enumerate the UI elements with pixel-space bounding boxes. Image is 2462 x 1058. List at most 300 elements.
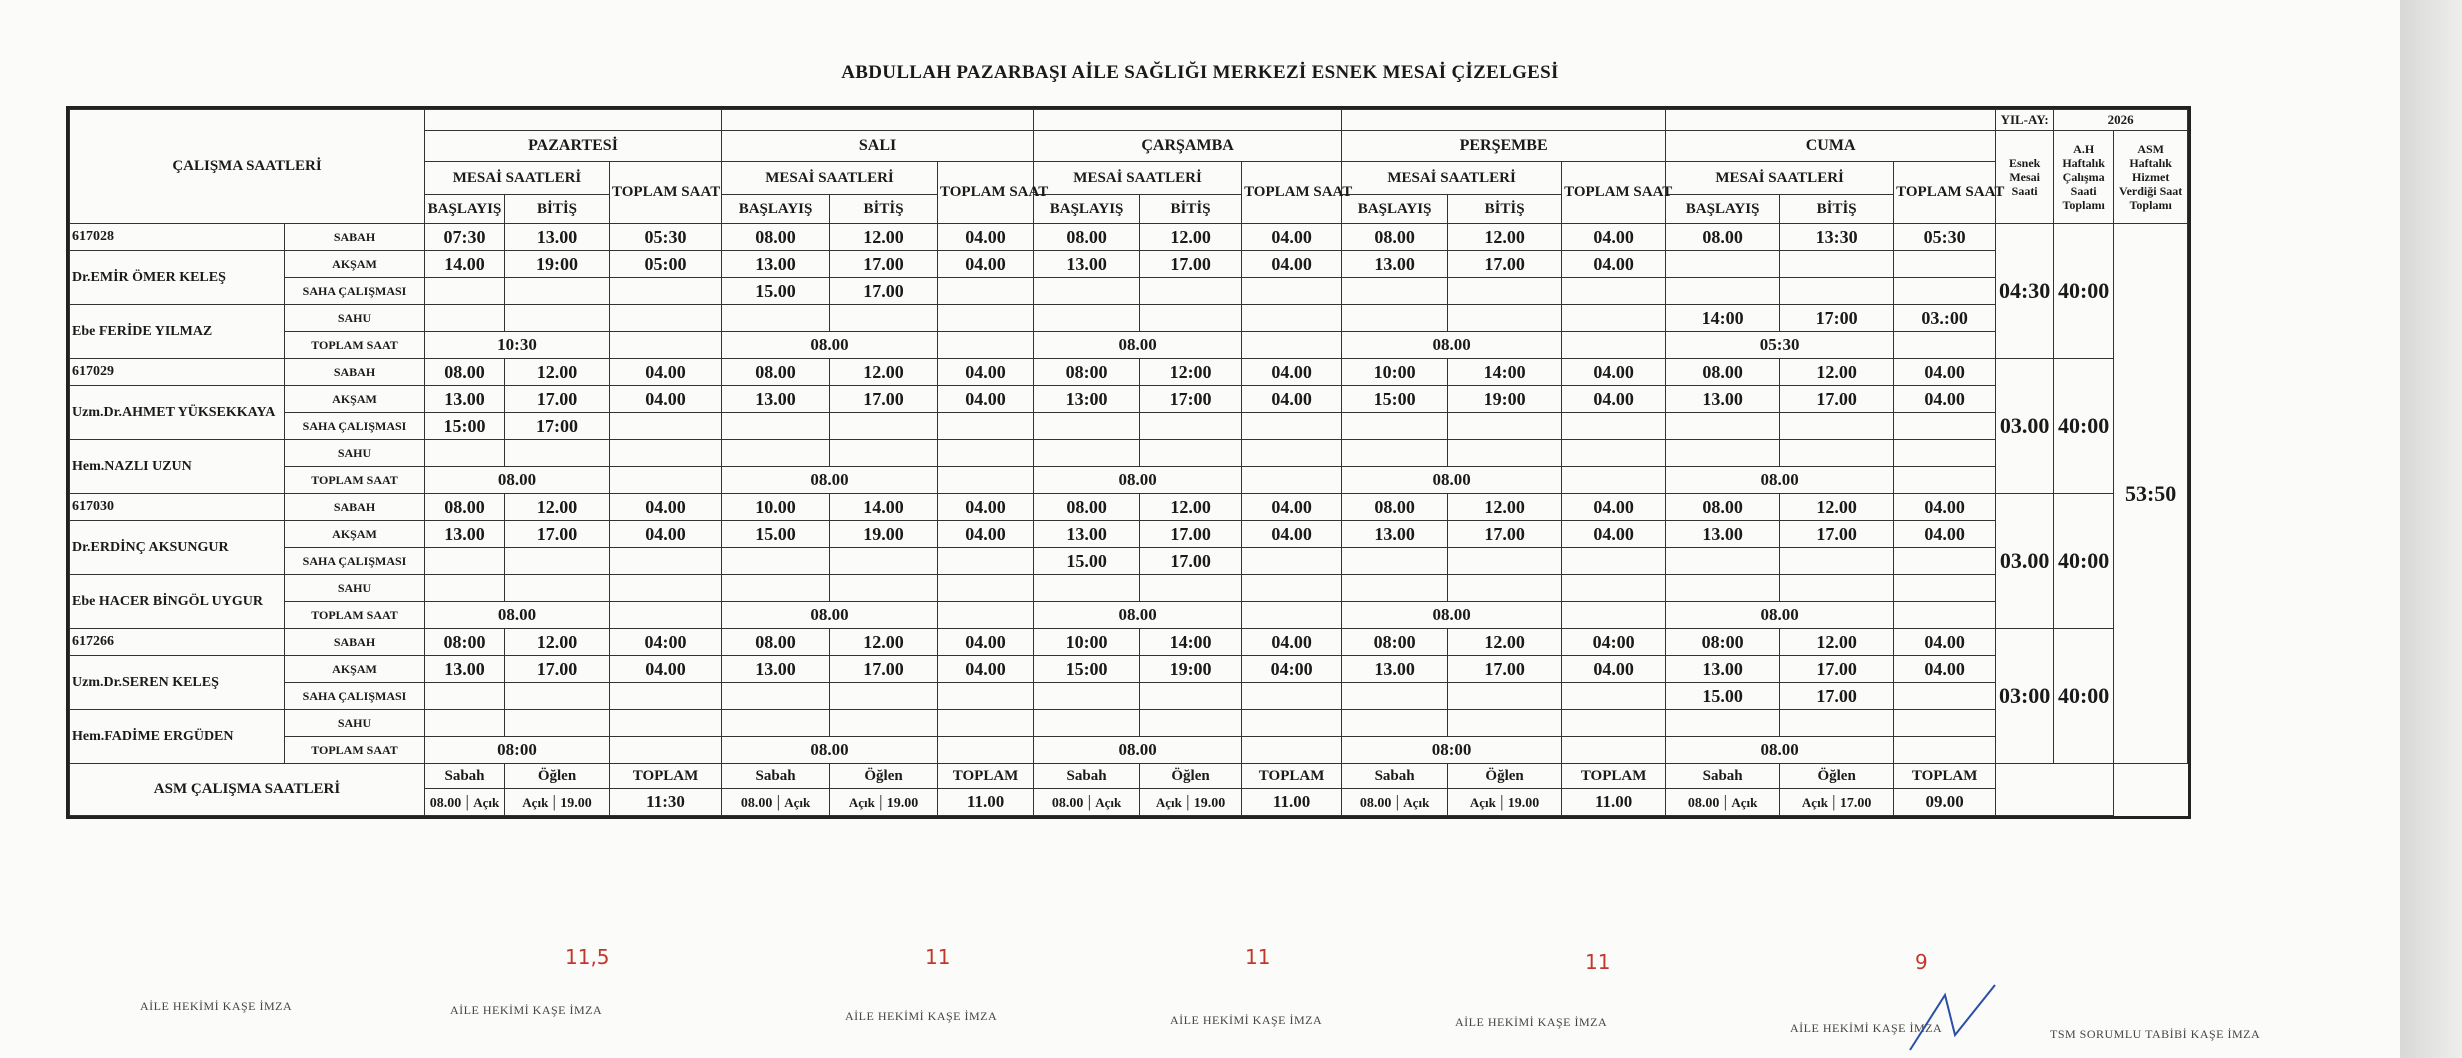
hours-total [610, 305, 722, 332]
hours-total [1562, 575, 1666, 602]
start-time: 15.00 [722, 278, 830, 305]
header-spacer [425, 110, 722, 131]
day-total: 08.00 [1034, 467, 1242, 494]
start-time [1034, 575, 1140, 602]
empty-cell [1894, 332, 1996, 359]
hours-total [938, 575, 1034, 602]
toplam-saat-header: TOPLAM SAAT [1242, 162, 1342, 224]
start-time [722, 710, 830, 737]
hours-total [938, 710, 1034, 737]
asm-acik: Açık [848, 795, 875, 810]
schedule-table [69, 109, 2188, 816]
hours-total: 04.00 [938, 224, 1034, 251]
doctor-name: Uzm.Dr.SEREN KELEŞ [70, 656, 285, 710]
end-time [1140, 440, 1242, 467]
hours-total [610, 683, 722, 710]
end-time [1780, 710, 1894, 737]
hours-total [938, 548, 1034, 575]
asm-toplam-label: TOPLAM [1562, 764, 1666, 789]
end-time: 19.00 [830, 521, 938, 548]
end-time [505, 710, 610, 737]
end-time [1448, 683, 1562, 710]
toplam-saat-header: TOPLAM SAAT [938, 162, 1034, 224]
nurse-name: Ebe FERİDE YILMAZ [70, 305, 285, 359]
start-time: 10.00 [722, 494, 830, 521]
row-label-toplam: TOPLAM SAAT [285, 737, 425, 764]
hours-total: 04.00 [1562, 359, 1666, 386]
empty-cell [938, 737, 1034, 764]
hours-total [610, 575, 722, 602]
start-time: 08.00 [1342, 494, 1448, 521]
hours-total: 04.00 [1242, 386, 1342, 413]
asm-toplam-label: TOPLAM [938, 764, 1034, 789]
start-time: 15:00 [1034, 656, 1140, 683]
start-time: 08:00 [1342, 629, 1448, 656]
header-spacer [1342, 110, 1666, 131]
start-time [425, 305, 505, 332]
asm-oglen-cell: Açık | 19.00 [1448, 789, 1562, 816]
end-time [1140, 683, 1242, 710]
empty-cell [610, 737, 722, 764]
row-label-sabah: SABAH [285, 224, 425, 251]
start-time [1034, 683, 1140, 710]
asm-total: 11.00 [1242, 789, 1342, 816]
start-time: 14.00 [425, 251, 505, 278]
table-row [70, 494, 2188, 521]
start-time: 15.00 [1034, 548, 1140, 575]
end-time [830, 548, 938, 575]
start-time: 08:00 [1666, 629, 1780, 656]
start-time [1034, 413, 1140, 440]
hours-total [610, 548, 722, 575]
asm-start: 08.00 [1359, 796, 1392, 811]
start-time [1666, 251, 1780, 278]
end-time [830, 710, 938, 737]
hours-total: 04.00 [610, 494, 722, 521]
hours-total: 04.00 [1894, 359, 1996, 386]
row-label-aksam: AKŞAM [285, 521, 425, 548]
empty-cell [1242, 332, 1342, 359]
empty-cell [1242, 602, 1342, 629]
end-time: 17.00 [830, 386, 938, 413]
asm-oglen-cell: Açık | 17.00 [1780, 789, 1894, 816]
end-time: 17.00 [1448, 251, 1562, 278]
asm-sabah-label: Sabah [1342, 764, 1448, 789]
start-time: 13.00 [1666, 521, 1780, 548]
row-label-sahu: SAHU [285, 575, 425, 602]
end-time: 14:00 [1448, 359, 1562, 386]
start-time [722, 305, 830, 332]
asm-acik: Açık [1403, 795, 1430, 810]
end-time [1140, 413, 1242, 440]
asm-sabah-label: Sabah [722, 764, 830, 789]
start-time [722, 548, 830, 575]
start-time [1342, 440, 1448, 467]
signature-label: AİLE HEKİMİ KAŞE İMZA [1790, 1021, 1943, 1035]
asm-acik: Açık [522, 795, 549, 810]
start-time [425, 440, 505, 467]
handwritten-note: 11 [925, 945, 951, 969]
day-total: 08.00 [1666, 737, 1894, 764]
end-time: 12.00 [830, 359, 938, 386]
start-time [1342, 305, 1448, 332]
esnek-mesai-header: Esnek Mesai Saati [1996, 131, 2054, 224]
empty-cell [1562, 737, 1666, 764]
start-time: 13.00 [1034, 251, 1140, 278]
row-label-toplam: TOPLAM SAAT [285, 332, 425, 359]
hours-total [1242, 683, 1342, 710]
end-time: 12.00 [1780, 359, 1894, 386]
empty-cell [1562, 602, 1666, 629]
day-header: PAZARTESİ [425, 131, 722, 162]
hours-total [610, 413, 722, 440]
asm-end: 19.00 [1193, 796, 1226, 811]
empty-cell [1894, 467, 1996, 494]
hours-total [610, 710, 722, 737]
signature-label: AİLE HEKİMİ KAŞE İMZA [140, 999, 293, 1013]
hours-total: 04.00 [610, 656, 722, 683]
end-time [505, 278, 610, 305]
end-time [1140, 305, 1242, 332]
row-label-sahu: SAHU [285, 710, 425, 737]
start-time [1342, 575, 1448, 602]
end-time: 17.00 [1780, 683, 1894, 710]
end-time: 12.00 [830, 224, 938, 251]
start-time: 13.00 [722, 656, 830, 683]
start-time [1666, 548, 1780, 575]
start-time: 13:00 [1034, 386, 1140, 413]
hours-total [938, 305, 1034, 332]
hours-total [1242, 278, 1342, 305]
signature-label: AİLE HEKİMİ KAŞE İMZA [1170, 1013, 1323, 1027]
start-time [1342, 278, 1448, 305]
esnek-mesai-value: 03.00 [1996, 494, 2054, 629]
hours-total [1242, 710, 1342, 737]
hours-total: 04.00 [1242, 629, 1342, 656]
row-label-aksam: AKŞAM [285, 656, 425, 683]
hours-total: 04.00 [1894, 494, 1996, 521]
start-time [425, 548, 505, 575]
end-time [1140, 575, 1242, 602]
start-time: 08.00 [1666, 494, 1780, 521]
end-time [505, 683, 610, 710]
table-row [70, 521, 2188, 548]
table-row [70, 359, 2188, 386]
baslayis-header: BAŞLAYIŞ [1342, 195, 1448, 224]
day-total: 08:00 [1342, 737, 1562, 764]
handwritten-note: 9 [1915, 950, 1928, 974]
end-time [505, 575, 610, 602]
start-time [1034, 278, 1140, 305]
hours-total [610, 278, 722, 305]
row-label-saha: SAHA ÇALIŞMASI [285, 413, 425, 440]
start-time [1666, 575, 1780, 602]
end-time: 12:00 [1140, 359, 1242, 386]
start-time: 14:00 [1666, 305, 1780, 332]
start-time [425, 683, 505, 710]
table-row [70, 602, 2188, 629]
baslayis-header: BAŞLAYIŞ [1666, 195, 1780, 224]
asm-oglen-label: Öğlen [1448, 764, 1562, 789]
row-label-sabah: SABAH [285, 629, 425, 656]
hours-total: 04:00 [1562, 629, 1666, 656]
day-total: 08.00 [1342, 467, 1562, 494]
signature-row [0, 995, 2400, 1041]
table-row [70, 386, 2188, 413]
end-time: 17:00 [505, 413, 610, 440]
asm-total: 11:30 [610, 789, 722, 816]
end-time [1448, 278, 1562, 305]
bitis-header: BİTİŞ [830, 195, 938, 224]
end-time [505, 440, 610, 467]
end-time: 17:00 [1140, 386, 1242, 413]
hours-total [1562, 710, 1666, 737]
header-spacer [722, 110, 1034, 131]
end-time: 17.00 [1780, 386, 1894, 413]
end-time [1140, 278, 1242, 305]
end-time: 14.00 [830, 494, 938, 521]
start-time: 08.00 [722, 359, 830, 386]
asm-sabah-cell: 08.00 | Açık [1342, 789, 1448, 816]
end-time [505, 548, 610, 575]
header-spacer [1666, 110, 1996, 131]
end-time [830, 575, 938, 602]
row-label-aksam: AKŞAM [285, 251, 425, 278]
hours-total [938, 413, 1034, 440]
end-time: 12.00 [1448, 224, 1562, 251]
hours-total: 04.00 [1242, 521, 1342, 548]
day-header: SALI [722, 131, 1034, 162]
row-label-sabah: SABAH [285, 359, 425, 386]
group-id: 617029 [70, 359, 285, 386]
haftalik-toplam-value: 40:00 [2054, 629, 2114, 764]
end-time: 12.00 [505, 494, 610, 521]
end-time: 13:30 [1780, 224, 1894, 251]
start-time: 08.00 [1666, 224, 1780, 251]
table-row [70, 737, 2188, 764]
hours-total [1894, 710, 1996, 737]
end-time: 12.00 [1780, 494, 1894, 521]
end-time: 12.00 [830, 629, 938, 656]
toplam-saat-header: TOPLAM SAAT [1562, 162, 1666, 224]
start-time: 08.00 [722, 629, 830, 656]
end-time: 12.00 [1780, 629, 1894, 656]
start-time [1342, 710, 1448, 737]
asm-acik: Açık [1095, 795, 1122, 810]
hours-total [1894, 683, 1996, 710]
day-header: CUMA [1666, 131, 1996, 162]
day-total: 08:00 [425, 737, 610, 764]
asm-total: 11.00 [1562, 789, 1666, 816]
asm-acik: Açık [1731, 795, 1758, 810]
day-total: 08.00 [722, 602, 938, 629]
table-row [70, 683, 2188, 710]
baslayis-header: BAŞLAYIŞ [1034, 195, 1140, 224]
asm-start: 08.00 [1051, 796, 1084, 811]
asm-sabah-cell: 08.00 | Açık [722, 789, 830, 816]
start-time: 15:00 [425, 413, 505, 440]
hours-total: 04.00 [1242, 224, 1342, 251]
hours-total [1562, 305, 1666, 332]
table-row [70, 413, 2188, 440]
end-time: 19:00 [505, 251, 610, 278]
baslayis-header: BAŞLAYIŞ [425, 195, 505, 224]
hours-total [1894, 575, 1996, 602]
empty-cell [1562, 467, 1666, 494]
end-time [1780, 413, 1894, 440]
table-row [70, 575, 2188, 602]
hours-total: 04:00 [1242, 656, 1342, 683]
row-label-aksam: AKŞAM [285, 386, 425, 413]
row-label-toplam: TOPLAM SAAT [285, 602, 425, 629]
hours-total: 04.00 [1562, 494, 1666, 521]
start-time: 13.00 [425, 656, 505, 683]
end-time: 17.00 [1780, 656, 1894, 683]
table-row [70, 710, 2188, 737]
start-time: 13.00 [1034, 521, 1140, 548]
schedule-table-frame [66, 106, 2191, 819]
end-time [1780, 548, 1894, 575]
hours-total: 04.00 [1562, 224, 1666, 251]
start-time: 08.00 [425, 494, 505, 521]
hours-total [938, 278, 1034, 305]
empty-cell [1894, 737, 1996, 764]
nurse-name: Ebe HACER BİNGÖL UYGUR [70, 575, 285, 629]
hours-total [1562, 278, 1666, 305]
end-time [1780, 251, 1894, 278]
start-time [425, 575, 505, 602]
table-row [70, 440, 2188, 467]
asm-start: 08.00 [429, 796, 462, 811]
end-time: 14:00 [1140, 629, 1242, 656]
end-time [1780, 575, 1894, 602]
asm-total: 09.00 [1894, 789, 1996, 816]
header-calisma-saatleri: ÇALIŞMA SAATLERİ [70, 110, 425, 224]
start-time: 08.00 [425, 359, 505, 386]
asm-sabah-label: Sabah [1666, 764, 1780, 789]
header-spacer [1034, 110, 1342, 131]
start-time: 13.00 [1666, 656, 1780, 683]
hours-total: 04.00 [938, 629, 1034, 656]
table-row [70, 278, 2188, 305]
handwritten-note: 11,5 [565, 945, 610, 969]
day-total: 08.00 [425, 602, 610, 629]
asm-oglen-cell: Açık | 19.00 [1140, 789, 1242, 816]
asm-acik: Açık [784, 795, 811, 810]
table-row [70, 467, 2188, 494]
asm-total: 11.00 [938, 789, 1034, 816]
row-label-sahu: SAHU [285, 305, 425, 332]
hours-total [1894, 440, 1996, 467]
asm-oglen-label: Öğlen [830, 764, 938, 789]
start-time: 13.00 [1342, 251, 1448, 278]
mesai-saatleri-header: MESAİ SAATLERİ [425, 162, 610, 195]
toplam-saat-header: TOPLAM SAAT [610, 162, 722, 224]
scan-edge [2400, 0, 2462, 1058]
end-time [1448, 305, 1562, 332]
nurse-name: Hem.NAZLI UZUN [70, 440, 285, 494]
asm-acik: Açık [473, 795, 500, 810]
asm-total-value: 53:50 [2114, 224, 2188, 764]
start-time: 08.00 [722, 224, 830, 251]
mesai-saatleri-header: MESAİ SAATLERİ [1034, 162, 1242, 195]
mesai-saatleri-header: MESAİ SAATLERİ [1342, 162, 1562, 195]
hours-total [1242, 440, 1342, 467]
end-time [1140, 710, 1242, 737]
end-time: 12.00 [1448, 629, 1562, 656]
day-total: 08.00 [1342, 602, 1562, 629]
start-time [1342, 683, 1448, 710]
day-header: PERŞEMBE [1342, 131, 1666, 162]
start-time [1034, 440, 1140, 467]
start-time [425, 278, 505, 305]
start-time: 15.00 [1666, 683, 1780, 710]
doctor-name: Dr.ERDİNÇ AKSUNGUR [70, 521, 285, 575]
day-total: 08.00 [425, 467, 610, 494]
start-time: 13.00 [1666, 386, 1780, 413]
empty-cell [938, 467, 1034, 494]
hours-total: 04.00 [1562, 656, 1666, 683]
end-time: 17.00 [830, 656, 938, 683]
day-total: 08.00 [1034, 602, 1242, 629]
end-time [1448, 575, 1562, 602]
start-time: 10:00 [1342, 359, 1448, 386]
empty-cell [938, 332, 1034, 359]
asm-oglen-label: Öğlen [505, 764, 610, 789]
hours-total [938, 440, 1034, 467]
start-time: 08:00 [1034, 359, 1140, 386]
asm-sabah-cell: 08.00 | Açık [1666, 789, 1780, 816]
hours-total: 04.00 [1242, 251, 1342, 278]
hours-total: 04.00 [938, 521, 1034, 548]
hours-total: 04.00 [1894, 656, 1996, 683]
start-time: 13.00 [1342, 521, 1448, 548]
day-header: ÇARŞAMBA [1034, 131, 1342, 162]
esnek-mesai-value: 04:30 [1996, 224, 2054, 359]
end-time: 17:00 [1780, 305, 1894, 332]
ah-haftalik-header: A.H Haftalık Çalışma Saati Toplamı [2054, 131, 2114, 224]
esnek-mesai-value: 03:00 [1996, 629, 2054, 764]
end-time: 17.00 [830, 251, 938, 278]
hours-total [610, 440, 722, 467]
year-month-value: 2026 [2054, 110, 2188, 131]
table-row [70, 548, 2188, 575]
bitis-header: BİTİŞ [1140, 195, 1242, 224]
day-total: 08.00 [1034, 332, 1242, 359]
row-label-toplam: TOPLAM SAAT [285, 467, 425, 494]
bitis-header: BİTİŞ [505, 195, 610, 224]
hours-total: 04.00 [938, 386, 1034, 413]
asm-oglen-cell: Açık | 19.00 [505, 789, 610, 816]
day-total: 08.00 [1666, 467, 1894, 494]
hours-total: 04.00 [610, 359, 722, 386]
start-time: 08:00 [425, 629, 505, 656]
empty-cell [1242, 467, 1342, 494]
handwritten-note: 11 [1585, 950, 1611, 974]
end-time: 17.00 [1140, 251, 1242, 278]
end-time [1448, 710, 1562, 737]
end-time [1448, 413, 1562, 440]
hours-total: 03.:00 [1894, 305, 1996, 332]
hours-total: 04.00 [938, 251, 1034, 278]
end-time [1448, 440, 1562, 467]
end-time: 17.00 [1448, 521, 1562, 548]
end-time [830, 440, 938, 467]
start-time: 10:00 [1034, 629, 1140, 656]
end-time: 17.00 [505, 386, 610, 413]
mesai-saatleri-header: MESAİ SAATLERİ [722, 162, 938, 195]
asm-end: 17.00 [1839, 796, 1872, 811]
